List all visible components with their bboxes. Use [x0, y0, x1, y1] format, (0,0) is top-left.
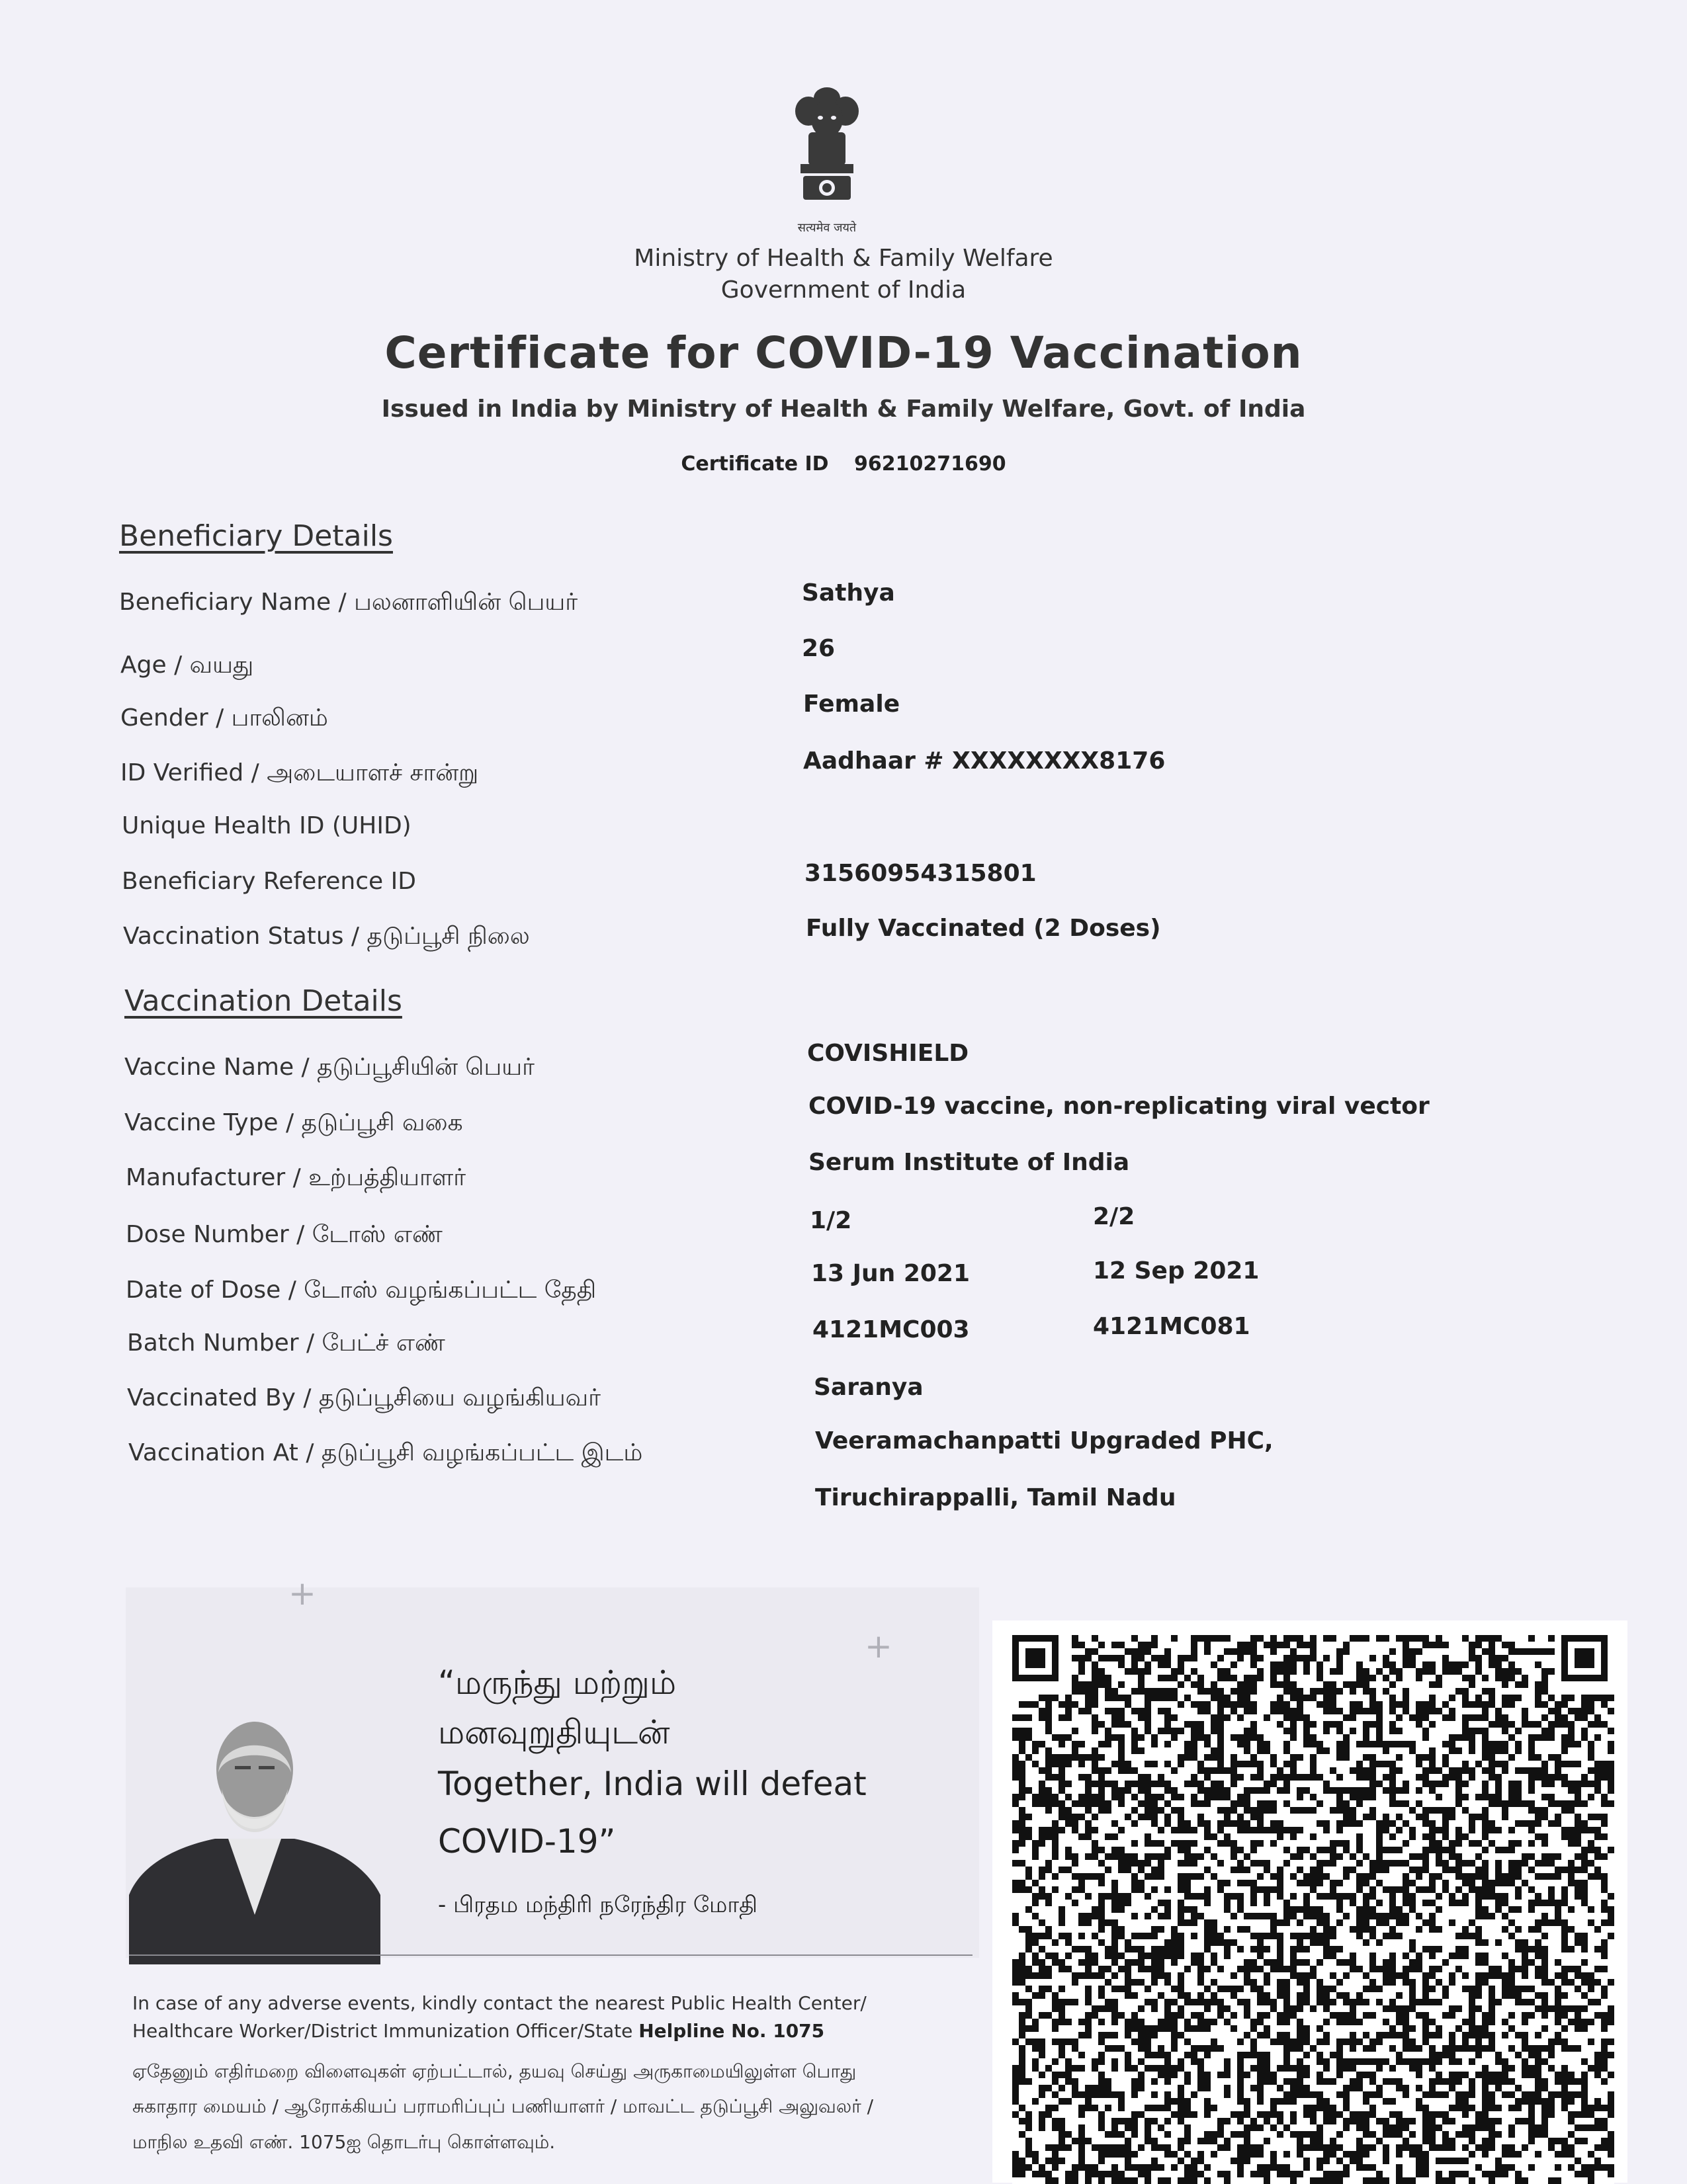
age-label: Age / வயது: [120, 651, 254, 679]
date-of-dose-2-value: 12 Sep 2021: [1093, 1257, 1260, 1284]
page-subtitle: Issued in India by Ministry of Health & Family Welfare, Govt. of India: [381, 396, 1306, 423]
age-value: 26: [802, 635, 836, 662]
qr-finder-pattern: [1575, 1648, 1594, 1668]
quote-english-line2: COVID-19”: [438, 1822, 616, 1861]
gender-value: Female: [803, 691, 900, 718]
manufacturer-label: Manufacturer / உற்பத்தியாளர்: [126, 1164, 466, 1191]
vaccine-name-value: COVISHIELD: [807, 1040, 969, 1067]
vaccination-at-label: Vaccination At / தடுப்பூசி வழங்கப்பட்ட இடம்: [128, 1439, 643, 1466]
quote-english-line1: Together, India will defeat: [438, 1765, 867, 1803]
dose-number-label: Dose Number / டோஸ் எண்: [126, 1221, 443, 1248]
reference-id-value: 31560954315801: [804, 860, 1037, 887]
emblem-motto: सत्यमेव जयते: [797, 221, 857, 235]
prime-minister-portrait-icon: [129, 1697, 380, 1964]
state-emblem-icon: [774, 79, 880, 231]
quote-attribution: - பிரதம மந்திரி நரேந்திர மோதி: [438, 1892, 757, 1918]
manufacturer-value: Serum Institute of India: [808, 1149, 1130, 1176]
footer-english-line2-text: Healthcare Worker/District Immunization Officer/State: [132, 2020, 633, 2042]
id-verified-label: ID Verified / அடையாளச் சான்று: [120, 759, 479, 786]
uhid-label: Unique Health ID (UHID): [122, 812, 411, 839]
vaccination-at-value: Veeramachanpatti Upgraded PHC,: [815, 1427, 1274, 1454]
page-title: Certificate for COVID-19 Vaccination: [384, 327, 1303, 378]
vaccination-status-label: Vaccination Status / தடுப்பூசி நிலை: [123, 923, 530, 950]
beneficiary-name-label: Beneficiary Name / பலனாளியின் பெயர்: [119, 589, 578, 616]
vaccinated-by-label: Vaccinated By / தடுப்பூசியை வழங்கியவர்: [127, 1384, 601, 1411]
certificate-id-label: Certificate ID: [681, 452, 829, 476]
vaccine-type-label: Vaccine Type / தடுப்பூசி வகை: [124, 1109, 463, 1136]
divider: [129, 1954, 973, 1956]
footer-tamil-line2: சுகாதார மையம் / ஆரோக்கியப் பராமரிப்புப் பணியாளர் / மாவட்ட தடுப்பூசி அலுவலர் /: [132, 2095, 874, 2117]
vaccine-type-value: COVID-19 vaccine, non-replicating viral vector: [808, 1093, 1430, 1120]
beneficiary-details-heading: Beneficiary Details: [119, 519, 393, 553]
vaccination-details-heading: Vaccination Details: [124, 984, 402, 1018]
beneficiary-name-value: Sathya: [802, 579, 895, 607]
id-verified-value: Aadhaar # XXXXXXXX8176: [803, 747, 1166, 775]
government-name: Government of India: [720, 276, 967, 304]
vaccination-status-value: Fully Vaccinated (2 Doses): [806, 915, 1161, 942]
gender-label: Gender / பாலினம்: [120, 704, 328, 732]
dose-number-1-value: 1/2: [810, 1207, 852, 1234]
plus-decoration-icon: +: [865, 1627, 892, 1665]
reference-id-label: Beneficiary Reference ID: [122, 868, 416, 895]
footer-tamil-line3: மாநில உதவி எண். 1075ஐ தொடர்பு கொள்ளவும்.: [132, 2131, 556, 2153]
batch-number-2-value: 4121MC081: [1093, 1313, 1250, 1340]
date-of-dose-label: Date of Dose / டோஸ் வழங்கப்பட்ட தேதி: [126, 1277, 597, 1304]
footer-english-line2: [132, 2020, 824, 2042]
quote-tamil-line2: மனவுறுதியுடன்: [438, 1713, 670, 1751]
qr-finder-pattern: [1025, 1648, 1045, 1668]
vaccine-name-label: Vaccine Name / தடுப்பூசியின் பெயர்: [124, 1054, 535, 1081]
certificate-id-line: [0, 452, 1687, 476]
ministry-name: Ministry of Health & Family Welfare: [634, 245, 1053, 272]
vaccination-at-value-line2: Tiruchirappalli, Tamil Nadu: [815, 1484, 1176, 1511]
dose-number-2-value: 2/2: [1093, 1203, 1135, 1230]
qr-code-icon: [1012, 1635, 1614, 2184]
batch-number-1-value: 4121MC003: [812, 1316, 970, 1343]
footer-tamil-line1: ஏதேனும் எதிர்மறை விளைவுகள் ஏற்பட்டால், தயவு செய்து அருகாமையிலுள்ள பொது: [132, 2060, 857, 2082]
plus-decoration-icon: +: [288, 1574, 316, 1613]
quote-tamil-line1: “மருந்து மற்றும்: [438, 1663, 677, 1702]
certificate-id-value: 96210271690: [854, 452, 1006, 476]
batch-number-label: Batch Number / பேட்ச் எண்: [127, 1329, 445, 1357]
vaccinated-by-value: Saranya: [814, 1374, 924, 1401]
footer-english-line1: In case of any adverse events, kindly contact the nearest Public Health Center/: [132, 1992, 867, 2014]
date-of-dose-1-value: 13 Jun 2021: [811, 1260, 971, 1287]
helpline-number: Helpline No. 1075: [638, 2020, 825, 2042]
